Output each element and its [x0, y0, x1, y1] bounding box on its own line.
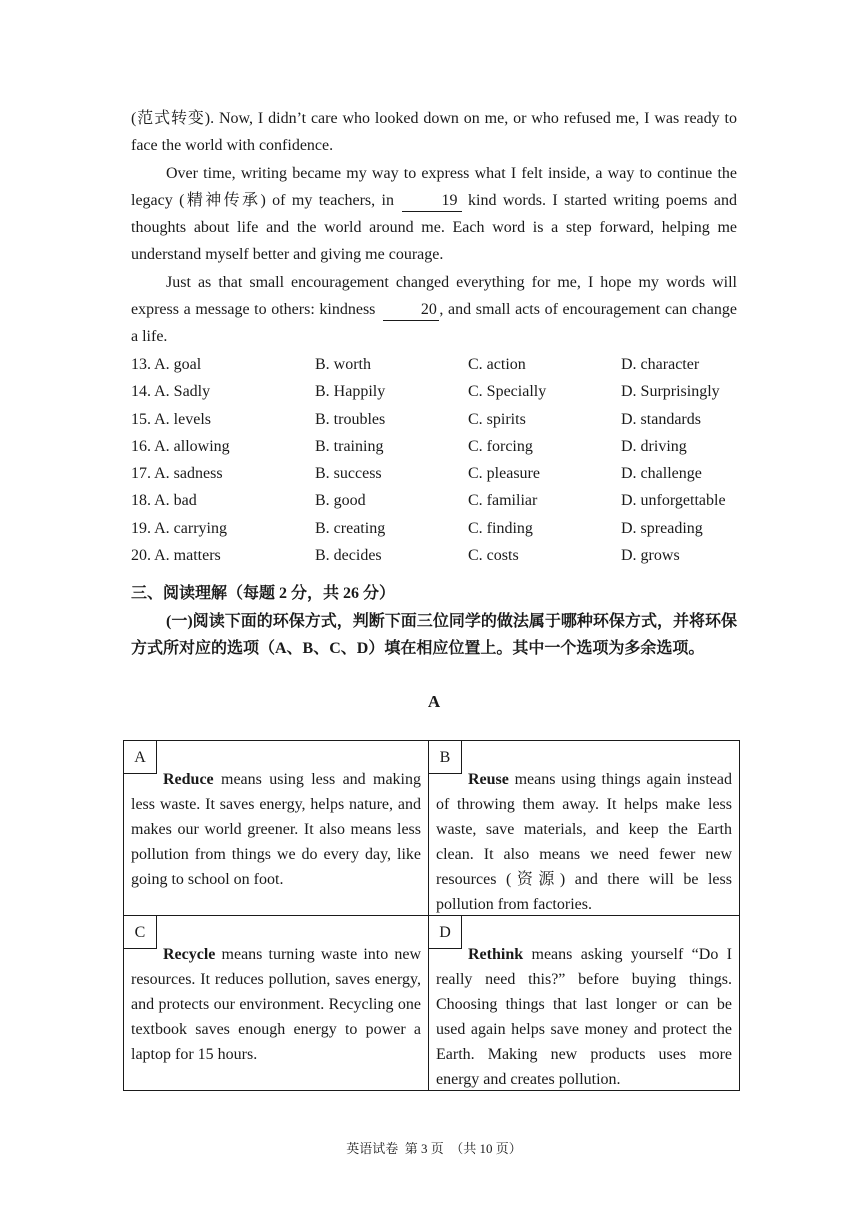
card-description: means using less and making less waste. It saves energy, helps nature, and makes our world greener. It also means less pollution from things we do every day, like going to school on foot.: [131, 771, 422, 888]
option-d: D. grows: [621, 547, 680, 565]
instruction-text: (一)阅读下面的环保方式，判断下面三位同学的做法属于哪种环保方式，并将环保方式所对应的选项（A、B、C、D）填在相应位置上。其中一个选项为多余选项。: [131, 613, 737, 658]
option-b: B. worth: [315, 356, 371, 373]
card-reuse: [429, 741, 739, 916]
passage-paragraph-2: [131, 160, 737, 269]
question-row: [131, 351, 751, 378]
option-b: B. creating: [315, 519, 386, 537]
card-term: Reduce: [163, 771, 214, 788]
card-term: Reuse: [468, 771, 509, 788]
card-text: [131, 942, 421, 1067]
eco-methods-table: [123, 740, 740, 1091]
option-d: D. unforgettable: [621, 492, 726, 510]
option-d: D. character: [621, 356, 700, 373]
option-b: B. success: [315, 465, 382, 483]
option-c: C. finding: [468, 519, 533, 537]
passage-text: , and small acts of encouragement can change a life.: [131, 301, 738, 346]
card-description: means asking yourself “Do I really need this?” before buying things. Choosing things that last longer or can be used again helps save money and protect the Earth. Making new products uses more energy and creates pollution.: [436, 946, 733, 1088]
option-b: B. good: [315, 492, 366, 510]
option-a: 20. A. matters: [131, 547, 221, 565]
option-a: 13. A. goal: [131, 356, 202, 373]
option-c: C. familiar: [468, 492, 538, 510]
option-c: C. costs: [468, 547, 519, 565]
option-d: D. standards: [621, 410, 701, 428]
option-d: D. challenge: [621, 465, 702, 483]
option-a: 16. A. allowing: [131, 437, 230, 455]
passage-text: Just as that small encouragement changed everything for me, I hope my words will express a message to others: kindness: [131, 273, 737, 319]
question-row: [131, 406, 751, 433]
card-text: [436, 767, 732, 917]
option-c: C. forcing: [468, 437, 533, 455]
option-c: C. spirits: [468, 410, 526, 428]
question-row: [131, 460, 751, 487]
option-c: C. Specially: [468, 383, 547, 401]
card-label: C: [124, 916, 157, 949]
part-letter: A: [427, 692, 441, 711]
option-d: D. driving: [621, 437, 687, 455]
passage-text: kind words. I started writing poems and thoughts about life and the world around me. Each word is a step forward, helping me understand myself better and giving me courage.: [131, 191, 737, 264]
card-description: means using things again instead of throwing them away. It helps make less waste, save materials, and keep the Earth clean. It also means we need fewer new resources (资源) and there will be less pollution from factories.: [436, 771, 733, 913]
reading-passage: [131, 105, 737, 351]
card-term: Rethink: [468, 946, 524, 963]
card-text: [436, 942, 732, 1092]
question-row: [131, 542, 751, 569]
question-row: [131, 378, 751, 405]
option-a: 15. A. levels: [131, 410, 211, 428]
passage-text: Over time, writing became my way to express what I felt inside, a way to continue the legacy (精神传承) of my teachers, in: [131, 164, 737, 209]
answer-options: [131, 351, 751, 569]
card-recycle: [124, 916, 429, 1090]
card-label: B: [429, 741, 462, 774]
option-b: B. troubles: [315, 410, 386, 428]
question-row: [131, 487, 751, 514]
blank-20: 20: [383, 300, 439, 321]
section-instruction: [131, 608, 737, 663]
card-label: A: [124, 741, 157, 774]
card-rethink: [429, 916, 739, 1090]
option-c: C. pleasure: [468, 465, 540, 483]
option-d: D. Surprisingly: [621, 383, 720, 401]
question-row: [131, 515, 751, 542]
option-d: D. spreading: [621, 519, 703, 537]
option-b: B. training: [315, 437, 384, 455]
card-reduce: [124, 741, 429, 916]
option-a: 14. A. Sadly: [131, 383, 211, 401]
option-b: B. decides: [315, 547, 382, 565]
card-label: D: [429, 916, 462, 949]
option-a: 18. A. bad: [131, 492, 197, 510]
page-footer: 英语试卷 第 3 页 （共 10 页）: [346, 1141, 522, 1156]
card-text: [131, 767, 421, 892]
question-row: [131, 433, 751, 460]
option-a: 17. A. sadness: [131, 465, 223, 483]
passage-paragraph-3: [131, 269, 737, 351]
blank-19: 19: [402, 191, 462, 212]
card-description: means turning waste into new resources. It reduces pollution, saves energy, and protects our environment. Recycling one textbook saves enough energy to power a laptop for 15 hours.: [131, 946, 421, 1063]
passage-paragraph-1: (范式转变). Now, I didn’t care who looked down on me, or who refused me, I was ready to face the world with confidence.: [131, 110, 737, 155]
card-term: Recycle: [163, 946, 216, 963]
option-c: C. action: [468, 356, 526, 373]
section-heading: 三、阅读理解（每题 2 分，共 26 分）: [131, 585, 396, 602]
option-b: B. Happily: [315, 383, 386, 401]
option-a: 19. A. carrying: [131, 519, 227, 537]
